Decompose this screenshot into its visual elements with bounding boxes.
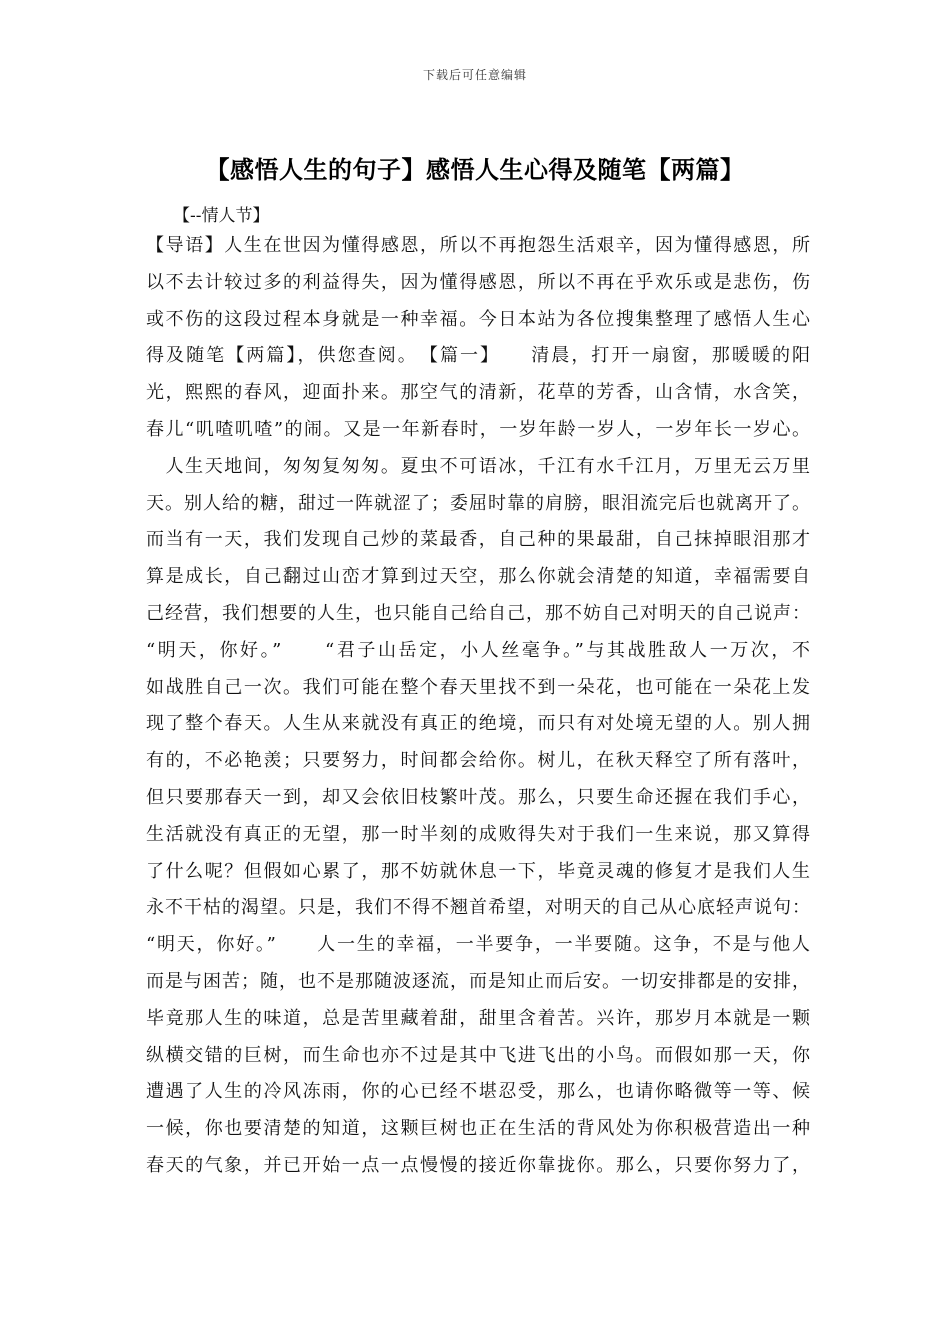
body-line: “明天，你好。” 人一生的幸福，一半要争，一半要随。这争，不是与他人 <box>146 934 810 956</box>
body-line: 以不去计较过多的利益得失，因为懂得感恩，所以不再在乎欢乐或是悲伤，伤 <box>146 271 810 293</box>
body-line: 有的，不必艳羡；只要努力，时间都会给你。树儿，在秋天释空了所有落叶， <box>146 750 810 772</box>
body-line: 得及随笔【两篇】，供您查阅。 【篇一】 清晨，打开一扇窗，那暖暖的阳 <box>146 345 810 367</box>
body-line: 春儿“叽喳叽喳”的闹。又是一年新春时，一岁年龄一岁人，一岁年长一岁心。 <box>146 418 810 440</box>
body-line: 光，熙熙的春风，迎面扑来。那空气的清新，花草的芳香，山含情，水含笑， <box>146 382 810 404</box>
body-line: 一候，你也要清楚的知道，这颗巨树也正在生活的背风处为你积极营造出一种 <box>146 1118 810 1140</box>
subtitle: 【--情人节】 <box>173 206 270 226</box>
body-line: 己经营，我们想要的人生，也只能自己给自己，那不妨自己对明天的自己说声： <box>146 602 810 624</box>
body-line: 而当有一天，我们发现自己炒的菜最香，自己种的果最甜，自己抹掉眼泪那才 <box>146 529 810 551</box>
page-title: 【感悟人生的句子】感悟人生心得及随笔【两篇】 <box>205 156 745 184</box>
body-line: 人生天地间，匆匆复匆匆。夏虫不可语冰，千江有水千江月，万里无云万里 <box>146 455 810 477</box>
body-line: 天。别人给的糖，甜过一阵就涩了；委屈时靠的肩膀，眼泪流完后也就离开了。 <box>146 492 810 514</box>
body-line: 毕竟那人生的味道，总是苦里藏着甜，甜里含着苦。兴许，那岁月本就是一颗 <box>146 1007 810 1029</box>
body-line: 但只要那春天一到，却又会依旧枝繁叶茂。那么，只要生命还握在我们手心， <box>146 786 810 808</box>
body-line: 春天的气象，并已开始一点一点慢慢的接近你靠拢你。那么，只要你努力了， <box>146 1154 810 1176</box>
body-line: 了什么呢？但假如心累了，那不妨就休息一下，毕竟灵魂的修复才是我们人生 <box>146 860 810 882</box>
body-line: 或不伤的这段过程本身就是一种幸福。今日本站为各位搜集整理了感悟人生心 <box>146 308 810 330</box>
body-line: 现了整个春天。人生从来就没有真正的绝境，而只有对处境无望的人。别人拥 <box>146 713 810 735</box>
body-line: 而是与困苦；随，也不是那随波逐流，而是知止而后安。一切安排都是的安排， <box>146 970 810 992</box>
body-line: 纵横交错的巨树，而生命也亦不过是其中飞进飞出的小鸟。而假如那一天，你 <box>146 1044 810 1066</box>
body-line: 如战胜自己一次。我们可能在整个春天里找不到一朵花，也可能在一朵花上发 <box>146 676 810 698</box>
body-line: 生活就没有真正的无望，那一时半刻的成败得失对于我们一生来说，那又算得 <box>146 823 810 845</box>
body-line: 【导语】人生在世因为懂得感恩，所以不再抱怨生活艰辛，因为懂得感恩，所 <box>146 235 810 256</box>
body-text <box>146 234 810 1191</box>
body-line: 永不干枯的渴望。只是，我们不得不翘首希望，对明天的自己从心底轻声说句： <box>146 897 810 919</box>
body-line: 算是成长，自己翻过山峦才算到过天空，那么你就会清楚的知道，幸福需要自 <box>146 566 810 588</box>
body-line: 遭遇了人生的冷风冻雨，你的心已经不堪忍受，那么，也请你略微等一等、候 <box>146 1081 810 1103</box>
header-note: 下载后可任意编辑 <box>422 68 527 82</box>
body-line: “明天，你好。” “君子山岳定，小人丝毫争。”与其战胜敌人一万次，不 <box>146 639 810 661</box>
